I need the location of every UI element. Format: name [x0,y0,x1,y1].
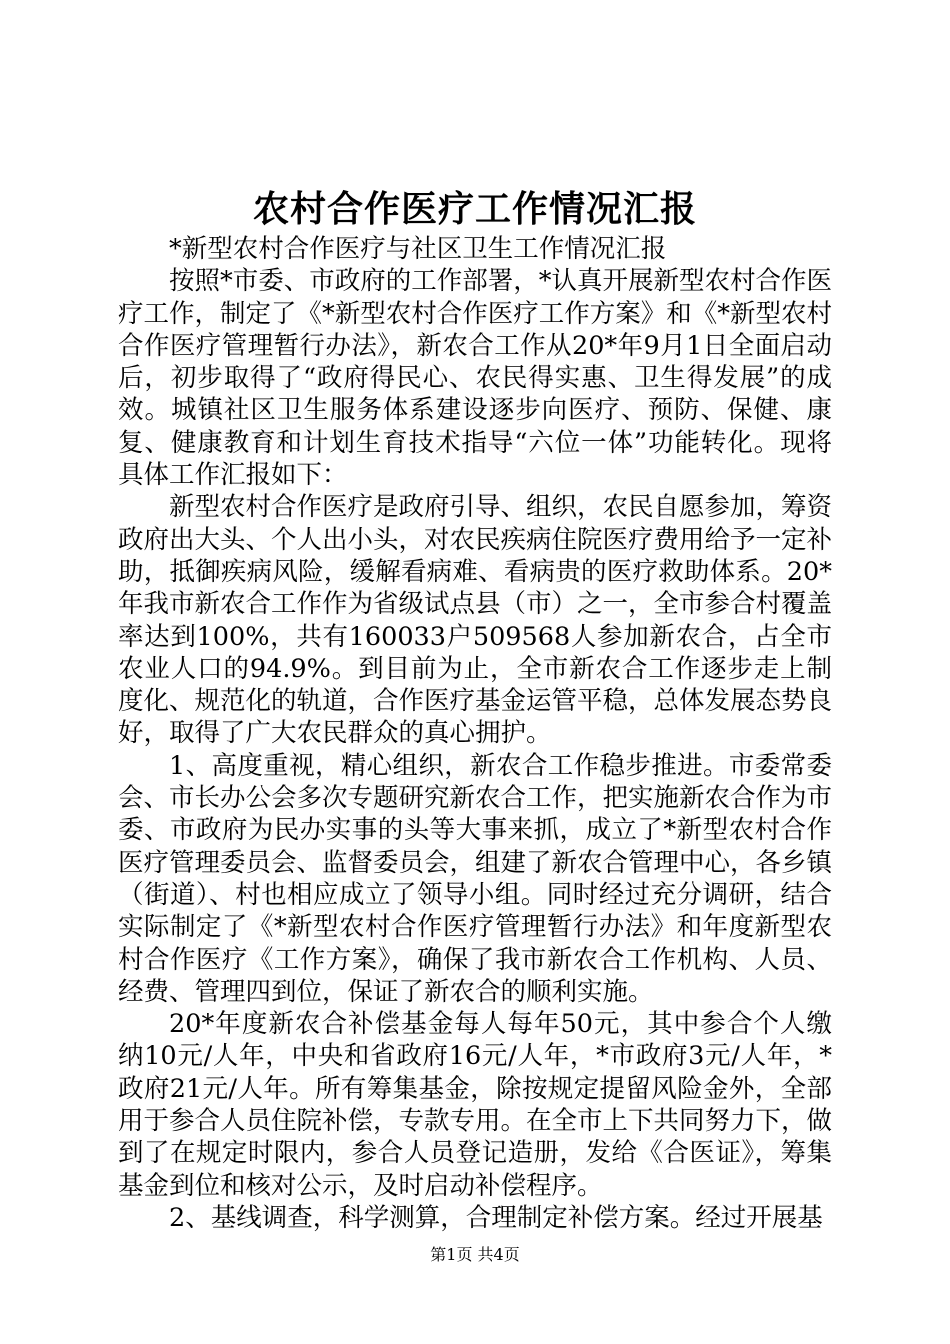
body-paragraph: 1、高度重视，精心组织，新农合工作稳步推进。市委常委会、市长办公会多次专题研究新农合工作，把实施新农合作为市委、市政府为民办实事的头等大事来抓，成立了*新型农村合作医疗管理委员会、监督委员会，组建了新农合管理中心，各乡镇（街道）、村也相应成立了领导小组。同时经过充分调研，结合实际制定了《*新型农村合作医疗管理暂行办法》和年度新型农村合作医疗《工作方案》，确保了我市新农合工作机构、人员、经费、管理四到位，保证了新农合的顺利实施。 [118,750,833,1007]
body-paragraph: 2、基线调查，科学测算，合理制定补偿方案。经过开展基 [169,1202,823,1233]
body-paragraph: 20*年度新农合补偿基金每人每年50元，其中参合个人缴纳10元/人年，中央和省政府16元/人年，*市政府3元/人年，*政府21元/人年。所有筹集基金，除按规定提留风险金外，全部用于参合人员住院补偿，专款专用。在全市上下共同努力下，做到了在规定时限内，参合人员登记造册，发给《合医证》，筹集基金到位和核对公示，及时启动补偿程序。 [118,1009,833,1201]
subtitle-paragraph: *新型农村合作医疗与社区卫生工作情况汇报 [169,234,667,264]
body-paragraph: 新型农村合作医疗是政府引导、组织，农民自愿参加，筹资政府出大头、个人出小头，对农民疾病住院医疗费用给予一定补助，抵御疾病风险，缓解看病难、看病贵的医疗救助体系。20*年我市新农合工作作为省级试点县（市）之一，全市参合村覆盖率达到100%，共有160033户509568人参加新农合，占全市农业人口的94.9%。到目前为止，全市新农合工作逐步走上制度化、规范化的轨道，合作医疗基金运管平稳，总体发展态势良好，取得了广大农民群众的真心拥护。 [118,492,833,749]
document-body [118,233,832,1234]
body-paragraph: 按照*市委、市政府的工作部署，*认真开展新型农村合作医疗工作，制定了《*新型农村合作医疗工作方案》和《*新型农村合作医疗管理暂行办法》，新农合工作从20*年9月1日全面启动后，初步取得了“政府得民心、农民得实惠、卫生得发展”的成效。城镇社区卫生服务体系建设逐步向医疗、预防、保健、康复、健康教育和计划生育技术指导“六位一体”功能转化。现将具体工作汇报如下： [118,266,833,491]
document-title: 农村合作医疗工作情况汇报 [252,188,697,230]
page-number-footer: 第1页 共4页 [430,1245,520,1264]
